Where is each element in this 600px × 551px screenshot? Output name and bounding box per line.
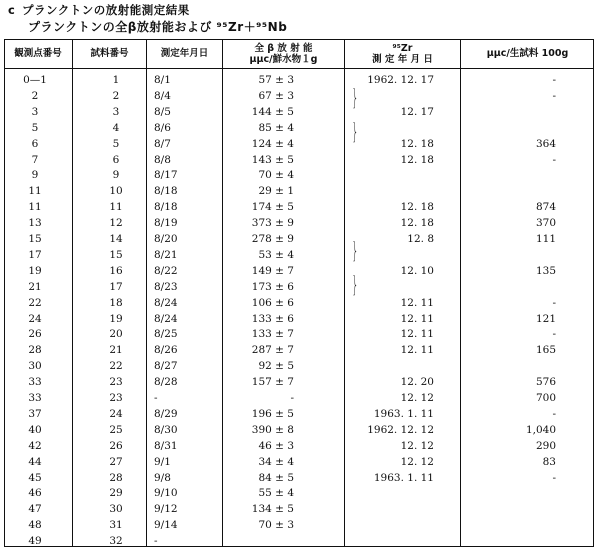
cell-uuc (474, 501, 556, 518)
cell-date: 8/26 (154, 344, 178, 357)
cell-beta: 124 ± 4 (251, 137, 294, 150)
cell-date: 8/21 (154, 248, 178, 261)
cell-uuc: 700 (535, 392, 556, 404)
cell-uuc: 290 (535, 439, 556, 452)
cell-uuc: 874 (535, 201, 556, 214)
table-row (4, 247, 594, 264)
cell-date: 8/19 (154, 217, 178, 230)
cell-sample: 1 (112, 74, 120, 86)
cell-zr: 12. 11 (400, 344, 434, 357)
cell-beta: 174 ± 5 (251, 201, 294, 214)
table-row (4, 88, 594, 105)
cell-station: 11 (28, 201, 42, 214)
table-row (4, 485, 594, 502)
col-header-station-label: 観測点番号 (14, 48, 62, 59)
cell-date: 8/18 (154, 185, 178, 198)
table-row (4, 390, 594, 407)
cell-date: 8/6 (154, 121, 171, 134)
cell-date: 8/20 (154, 233, 178, 245)
cell-station: 33 (28, 376, 42, 389)
cell-uuc: - (552, 74, 556, 86)
cell-date: 9/10 (154, 487, 178, 500)
cell-zr (356, 183, 434, 200)
col-header-beta-line2: μμc/鮮水物１g (249, 53, 318, 65)
cell-uuc (474, 167, 556, 184)
cell-sample: 24 (109, 407, 123, 420)
table-row (4, 342, 594, 359)
cell-zr: 12. 10 (400, 264, 434, 277)
cell-zr: 12. 12 (400, 455, 434, 468)
cell-sample: 11 (109, 201, 123, 214)
cell-uuc: - (552, 89, 556, 102)
cell-date: 8/4 (154, 89, 171, 102)
table-row (4, 167, 594, 184)
col-header-sample (73, 39, 146, 68)
cell-sample: 17 (109, 280, 123, 293)
cell-sample: 20 (109, 328, 123, 341)
col-header-zr (345, 39, 460, 68)
cell-date: 9/14 (154, 519, 178, 532)
cell-beta: 144 ± 5 (251, 105, 294, 118)
cell-station: 19 (28, 264, 42, 277)
cell-uuc (474, 533, 556, 550)
cell-date: 8/7 (154, 137, 171, 150)
cell-beta: 29 ± 1 (258, 185, 294, 198)
cell-beta: 57 ± 3 (258, 74, 294, 86)
cell-station: 13 (28, 217, 42, 230)
cell-zr: 12. 8 (407, 233, 434, 245)
col-header-zr-line2: 測 定 年 月 日 (372, 53, 433, 65)
cell-zr: 1963. 1. 11 (373, 407, 434, 420)
cell-sample: 23 (109, 376, 123, 389)
table-row (4, 183, 594, 200)
cell-uuc: 135 (535, 264, 556, 277)
cell-station: 5 (31, 121, 39, 134)
cell-uuc: 121 (535, 312, 556, 325)
table-row (4, 120, 594, 137)
grouping-brace: } (351, 273, 359, 298)
cell-beta: 53 ± 4 (258, 248, 294, 261)
cell-beta: 390 ± 8 (251, 423, 294, 436)
cell-beta: 133 ± 7 (251, 328, 294, 341)
table-row (4, 215, 594, 232)
cell-sample: 30 (109, 503, 123, 516)
cell-uuc (474, 104, 556, 121)
cell-beta: - (290, 392, 294, 404)
cell-zr (356, 358, 434, 375)
cell-uuc: - (552, 471, 556, 484)
cell-uuc: 1,040 (525, 423, 556, 436)
table-row (4, 470, 594, 487)
cell-beta (232, 533, 294, 550)
cell-uuc (474, 247, 556, 264)
cell-sample: 27 (109, 455, 123, 468)
cell-station: 0—1 (23, 74, 47, 86)
cell-station: 24 (28, 312, 42, 325)
cell-zr: 12. 11 (400, 312, 434, 325)
cell-station: 3 (31, 105, 39, 118)
cell-uuc: 83 (542, 455, 556, 468)
cell-zr (356, 247, 434, 264)
cell-sample: 23 (109, 392, 123, 404)
cell-station: 7 (31, 153, 39, 166)
cell-beta: 55 ± 4 (258, 487, 294, 500)
table-row (4, 374, 594, 391)
cell-date: 8/23 (154, 280, 178, 293)
cell-station: 40 (28, 423, 42, 436)
table-row (4, 263, 594, 280)
col-header-beta (223, 39, 344, 68)
cell-uuc (474, 517, 556, 534)
cell-beta: 70 ± 3 (258, 519, 294, 532)
cell-station: 28 (28, 344, 42, 357)
cell-zr: 12. 17 (400, 105, 434, 118)
cell-date: 8/8 (154, 153, 171, 166)
cell-zr (356, 533, 434, 550)
cell-date: 8/27 (154, 360, 178, 373)
cell-station: 44 (28, 455, 42, 468)
cell-zr (356, 279, 434, 296)
cell-beta: 278 ± 9 (251, 233, 294, 245)
cell-station: 47 (28, 503, 42, 516)
cell-zr: 12. 18 (400, 201, 434, 214)
cell-sample: 16 (109, 264, 123, 277)
cell-uuc (474, 120, 556, 137)
cell-date: 8/29 (154, 407, 178, 420)
table-row (4, 406, 594, 423)
cell-sample: 6 (112, 153, 120, 166)
cell-zr (356, 120, 434, 137)
cell-zr (356, 517, 434, 534)
cell-date: 8/24 (154, 312, 178, 325)
cell-sample: 29 (109, 487, 123, 500)
cell-zr: 1962. 12. 12 (367, 423, 434, 436)
cell-date: 9/12 (154, 503, 178, 516)
cell-date: 8/1 (154, 74, 171, 86)
cell-zr: 1962. 12. 17 (367, 74, 434, 86)
section-title: プランクトンの放射能測定結果 (22, 3, 190, 17)
cell-uuc: 364 (535, 137, 556, 150)
cell-beta: 149 ± 7 (251, 264, 294, 277)
cell-zr (356, 167, 434, 184)
cell-zr: 12. 11 (400, 328, 434, 341)
cell-zr: 12. 18 (400, 217, 434, 230)
table-row (4, 279, 594, 296)
cell-station: 17 (28, 248, 42, 261)
table-row (4, 358, 594, 375)
cell-beta: 46 ± 3 (258, 439, 294, 452)
col-header-date-label: 測定年月日 (160, 48, 209, 59)
col-header-station (4, 39, 72, 68)
cell-uuc: - (552, 296, 556, 309)
cell-sample: 2 (112, 89, 120, 102)
cell-beta: 287 ± 7 (251, 344, 294, 357)
grouping-brace: } (351, 120, 359, 145)
grouping-brace: } (351, 239, 359, 264)
cell-uuc: 111 (535, 233, 556, 245)
cell-station: 46 (28, 487, 42, 500)
cell-zr (356, 501, 434, 518)
cell-beta: 133 ± 6 (251, 312, 294, 325)
cell-date: 8/30 (154, 423, 178, 436)
col-header-uuc-label: μμc/生試料 100g (486, 48, 569, 59)
table-row (4, 136, 594, 153)
cell-date: 9/1 (154, 455, 171, 468)
cell-zr: 12. 18 (400, 137, 434, 150)
cell-sample: 32 (109, 535, 123, 548)
cell-beta: 157 ± 7 (251, 376, 294, 389)
cell-beta: 143 ± 5 (251, 153, 294, 166)
cell-uuc (474, 485, 556, 502)
cell-sample: 4 (112, 121, 120, 134)
cell-date: 8/5 (154, 105, 171, 118)
cell-beta: 34 ± 4 (258, 455, 294, 468)
cell-sample: 9 (112, 169, 120, 182)
table-row (4, 454, 594, 471)
cell-zr: 12. 12 (400, 439, 434, 452)
cell-zr (356, 88, 434, 105)
table-row (4, 231, 594, 248)
table-row (4, 72, 594, 89)
cell-zr: 1963. 1. 11 (373, 471, 434, 484)
cell-station: 49 (28, 535, 42, 548)
cell-zr: 12. 11 (400, 296, 434, 309)
cell-station: 30 (28, 360, 42, 373)
cell-date: 8/24 (154, 296, 178, 309)
table-row (4, 438, 594, 455)
cell-uuc: 165 (535, 344, 556, 357)
cell-sample: 21 (109, 344, 123, 357)
cell-sample: 25 (109, 423, 123, 436)
cell-station: 15 (28, 233, 42, 245)
cell-date: 8/18 (154, 201, 178, 214)
cell-station: 2 (31, 89, 39, 102)
cell-sample: 19 (109, 312, 123, 325)
cell-sample: 14 (109, 233, 123, 245)
cell-uuc (474, 279, 556, 296)
cell-beta: 67 ± 3 (258, 89, 294, 102)
cell-beta: 70 ± 4 (258, 169, 294, 182)
cell-zr: 12. 18 (400, 153, 434, 166)
cell-station: 33 (28, 392, 42, 404)
col-header-sample-label: 試料番号 (90, 48, 129, 59)
table-row (4, 311, 594, 328)
cell-uuc: - (552, 407, 556, 420)
cell-sample: 5 (112, 137, 120, 150)
table-row (4, 104, 594, 121)
cell-beta: 84 ± 5 (258, 471, 294, 484)
cell-station: 22 (28, 296, 42, 309)
section-letter: c (8, 3, 16, 17)
cell-station: 42 (28, 439, 42, 452)
section-heading (8, 2, 190, 18)
cell-date: - (154, 392, 158, 404)
table-row (4, 533, 594, 550)
cell-station: 37 (28, 407, 42, 420)
cell-beta: 85 ± 4 (258, 121, 294, 134)
grouping-brace: } (351, 86, 359, 111)
cell-uuc (474, 358, 556, 375)
cell-sample: 22 (109, 360, 123, 373)
cell-uuc: 370 (535, 217, 556, 230)
cell-date: 9/8 (154, 471, 171, 484)
cell-beta: 373 ± 9 (251, 217, 294, 230)
table-row (4, 326, 594, 343)
cell-sample: 26 (109, 439, 123, 452)
col-header-date (147, 39, 222, 68)
cell-beta: 134 ± 5 (251, 503, 294, 516)
cell-sample: 12 (109, 217, 123, 230)
cell-beta: 106 ± 6 (251, 296, 294, 309)
table-row (4, 295, 594, 312)
cell-station: 26 (28, 328, 42, 341)
cell-date: 8/22 (154, 264, 178, 277)
cell-uuc: - (552, 328, 556, 341)
cell-station: 48 (28, 519, 42, 532)
cell-station: 9 (31, 169, 39, 182)
col-header-uuc (461, 39, 594, 68)
cell-station: 6 (31, 137, 39, 150)
table-row (4, 152, 594, 169)
cell-uuc: 576 (535, 376, 556, 389)
cell-date: 8/25 (154, 328, 178, 341)
cell-beta: 196 ± 5 (251, 407, 294, 420)
table-title: プランクトンの全β放射能および ⁹⁵Zr＋⁹⁵Nb (28, 20, 288, 34)
cell-date: 8/31 (154, 439, 178, 452)
cell-zr: 12. 12 (400, 392, 434, 404)
col-header-beta-line1: 全 β 放 射 能 (254, 42, 313, 54)
cell-beta: 92 ± 5 (258, 360, 294, 373)
table-row (4, 501, 594, 518)
cell-station: 45 (28, 471, 42, 484)
table-row (4, 422, 594, 439)
cell-sample: 3 (112, 105, 120, 118)
col-header-zr-line1: ⁹⁵Zr (392, 42, 413, 54)
cell-station: 11 (28, 185, 42, 198)
cell-sample: 15 (109, 248, 123, 261)
cell-uuc: - (552, 153, 556, 166)
cell-station: 21 (28, 280, 42, 293)
cell-date: 8/28 (154, 376, 178, 389)
cell-sample: 18 (109, 296, 123, 309)
cell-date: 8/17 (154, 169, 178, 182)
cell-sample: 31 (109, 519, 123, 532)
cell-zr (356, 485, 434, 502)
table-row (4, 199, 594, 216)
cell-beta: 173 ± 6 (251, 280, 294, 293)
cell-uuc (474, 183, 556, 200)
results-table (4, 39, 594, 547)
cell-date: - (154, 535, 158, 548)
cell-sample: 28 (109, 471, 123, 484)
cell-sample: 10 (109, 185, 123, 198)
cell-zr: 12. 20 (400, 376, 434, 389)
table-row (4, 517, 594, 534)
